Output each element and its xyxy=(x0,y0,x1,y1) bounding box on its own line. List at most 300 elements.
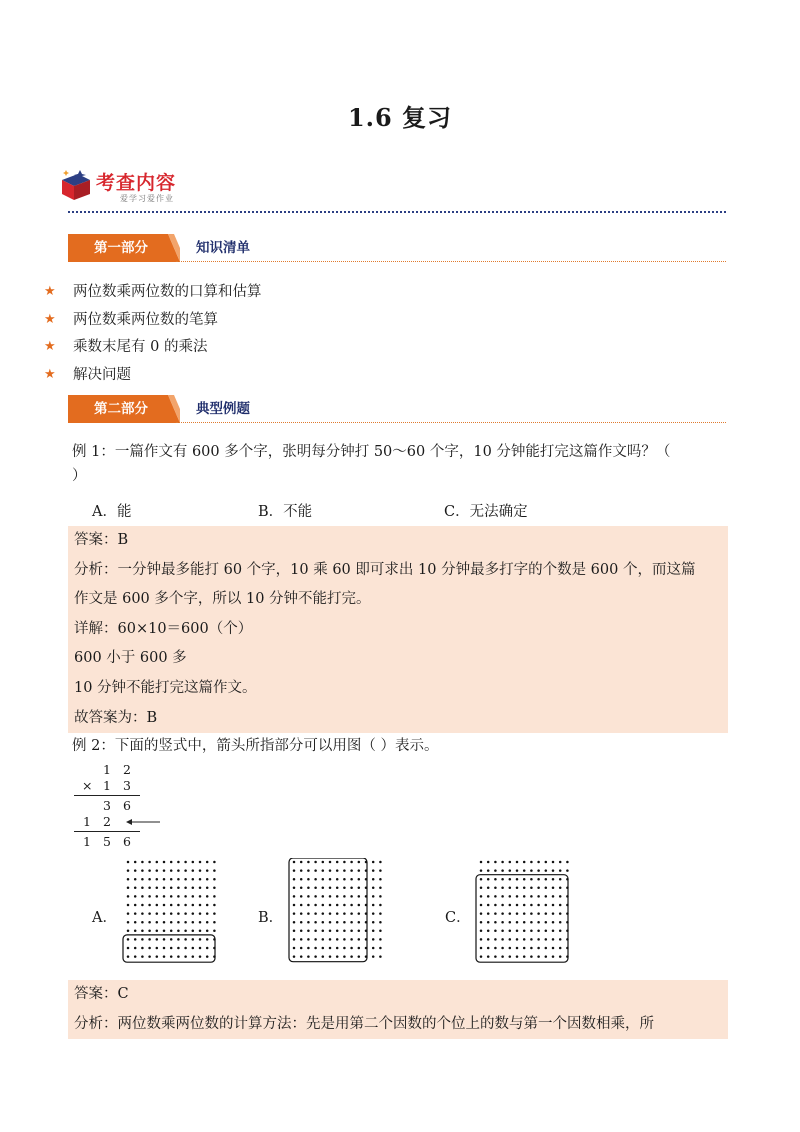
dot xyxy=(559,869,562,872)
example-1-question xyxy=(72,440,728,488)
dot xyxy=(293,904,296,907)
dot xyxy=(141,904,144,907)
dot xyxy=(487,878,490,881)
list-item xyxy=(44,365,262,393)
dot xyxy=(127,904,130,907)
dot xyxy=(537,955,540,958)
dot xyxy=(314,887,317,890)
dot xyxy=(322,947,325,950)
dot xyxy=(307,921,310,924)
dot xyxy=(372,861,375,864)
dot xyxy=(156,955,159,958)
vertical-multiplication xyxy=(74,762,164,848)
dot xyxy=(206,938,209,941)
figure-a-label: A． xyxy=(92,910,117,926)
dot xyxy=(322,938,325,941)
dot xyxy=(537,869,540,872)
dot xyxy=(516,887,519,890)
dot xyxy=(199,921,202,924)
calc-digit: 1 xyxy=(103,778,111,793)
dot xyxy=(350,912,353,915)
dot xyxy=(501,955,504,958)
dot xyxy=(552,869,555,872)
dot xyxy=(156,930,159,933)
dot xyxy=(343,869,346,872)
calc-rule xyxy=(74,831,140,832)
dot xyxy=(141,869,144,872)
section-title: 典型例题 xyxy=(196,401,250,417)
dot xyxy=(322,904,325,907)
dot xyxy=(314,878,317,881)
calc-digit: 6 xyxy=(123,798,131,813)
dot xyxy=(494,861,497,864)
star-icon: ★ xyxy=(44,366,56,382)
dot xyxy=(170,904,173,907)
dot xyxy=(487,904,490,907)
dot xyxy=(177,955,180,958)
dot xyxy=(537,878,540,881)
dot xyxy=(148,912,151,915)
dot xyxy=(184,938,187,941)
dot xyxy=(494,921,497,924)
dot xyxy=(379,947,382,950)
calc-rule xyxy=(74,795,140,796)
answer-line: 答案：B xyxy=(74,532,129,548)
calc-row xyxy=(74,834,144,848)
dot xyxy=(206,878,209,881)
dot-array-figure-b xyxy=(286,858,386,968)
section-tab-label: 第一部分 xyxy=(94,240,148,256)
calc-digit: 3 xyxy=(103,798,111,813)
dot xyxy=(516,895,519,898)
dot xyxy=(336,887,339,890)
dot xyxy=(300,912,303,915)
dot xyxy=(545,895,548,898)
dot xyxy=(530,947,533,950)
dot xyxy=(358,921,361,924)
dot xyxy=(184,955,187,958)
dot xyxy=(379,912,382,915)
dot xyxy=(192,904,195,907)
dot xyxy=(509,869,512,872)
dot xyxy=(523,904,526,907)
dot xyxy=(192,895,195,898)
dot xyxy=(358,930,361,933)
dot xyxy=(322,955,325,958)
dot xyxy=(545,878,548,881)
dot xyxy=(307,904,310,907)
dot xyxy=(307,947,310,950)
dot xyxy=(206,895,209,898)
dot xyxy=(314,912,317,915)
dot xyxy=(487,930,490,933)
dot xyxy=(494,955,497,958)
dot xyxy=(206,869,209,872)
dot xyxy=(170,912,173,915)
dot xyxy=(545,887,548,890)
dot xyxy=(350,861,353,864)
dot xyxy=(206,861,209,864)
dot xyxy=(336,869,339,872)
dot xyxy=(163,878,166,881)
dot xyxy=(537,912,540,915)
example-1-options xyxy=(92,500,712,522)
dot xyxy=(322,930,325,933)
dot xyxy=(141,921,144,924)
star-icon: ★ xyxy=(44,284,56,299)
dot xyxy=(372,938,375,941)
dot xyxy=(314,955,317,958)
dot xyxy=(537,938,540,941)
dot xyxy=(516,921,519,924)
dot xyxy=(293,912,296,915)
dot xyxy=(487,921,490,924)
dot xyxy=(379,887,382,890)
dot xyxy=(322,861,325,864)
dot xyxy=(170,887,173,890)
dot xyxy=(141,947,144,950)
calc-digit: 2 xyxy=(103,814,111,829)
dot xyxy=(300,947,303,950)
dot xyxy=(494,904,497,907)
dot xyxy=(350,955,353,958)
dot xyxy=(134,912,137,915)
dot xyxy=(523,938,526,941)
dot xyxy=(480,878,483,881)
list-item xyxy=(44,337,262,365)
dot xyxy=(566,861,569,864)
dot xyxy=(372,955,375,958)
dot xyxy=(480,947,483,950)
dot xyxy=(170,921,173,924)
dot xyxy=(372,878,375,881)
dot-array-figure-c xyxy=(473,858,573,968)
answer-line: 10 分钟不能打完这篇作文。 xyxy=(74,679,257,696)
dot xyxy=(545,861,548,864)
dot xyxy=(379,861,382,864)
calc-row xyxy=(74,778,144,792)
dot xyxy=(537,904,540,907)
dot xyxy=(350,904,353,907)
dot xyxy=(336,895,339,898)
dot xyxy=(530,904,533,907)
dot xyxy=(156,947,159,950)
dot xyxy=(336,938,339,941)
dot xyxy=(148,878,151,881)
dot xyxy=(559,887,562,890)
dot xyxy=(480,938,483,941)
dot xyxy=(177,947,180,950)
dot xyxy=(156,912,159,915)
section-header-2 xyxy=(68,395,726,425)
dot xyxy=(127,930,130,933)
dot xyxy=(199,912,202,915)
dot xyxy=(494,869,497,872)
dot xyxy=(509,947,512,950)
dot xyxy=(530,861,533,864)
dot xyxy=(336,904,339,907)
dot xyxy=(177,878,180,881)
dot xyxy=(163,955,166,958)
dot xyxy=(343,955,346,958)
dot xyxy=(307,938,310,941)
dot xyxy=(494,947,497,950)
dot xyxy=(134,921,137,924)
dot xyxy=(307,912,310,915)
calc-digit: 1 xyxy=(83,834,91,849)
dot xyxy=(300,895,303,898)
dot xyxy=(494,878,497,881)
dot xyxy=(134,904,137,907)
dot xyxy=(184,895,187,898)
calc-digit: × xyxy=(82,778,93,793)
dot xyxy=(530,895,533,898)
dot xyxy=(545,955,548,958)
dot xyxy=(358,904,361,907)
dot xyxy=(336,955,339,958)
dot xyxy=(372,904,375,907)
dot xyxy=(372,947,375,950)
dot xyxy=(156,938,159,941)
dot xyxy=(545,947,548,950)
dot xyxy=(336,912,339,915)
dot xyxy=(127,938,130,941)
section-tab xyxy=(68,234,180,262)
page-title: 1.6 复习 xyxy=(347,103,453,132)
dot xyxy=(509,887,512,890)
divider xyxy=(68,211,726,213)
dot xyxy=(163,869,166,872)
dot xyxy=(300,869,303,872)
dot xyxy=(343,912,346,915)
dot xyxy=(358,869,361,872)
dot xyxy=(300,861,303,864)
dot xyxy=(184,878,187,881)
dot xyxy=(559,895,562,898)
dot xyxy=(509,904,512,907)
dot xyxy=(293,869,296,872)
dot xyxy=(487,955,490,958)
dot xyxy=(300,887,303,890)
dot xyxy=(372,921,375,924)
dot xyxy=(322,895,325,898)
dot xyxy=(552,955,555,958)
dot xyxy=(343,938,346,941)
dot xyxy=(343,921,346,924)
dot xyxy=(293,930,296,933)
dot xyxy=(530,878,533,881)
dot xyxy=(509,921,512,924)
dot xyxy=(530,938,533,941)
dot xyxy=(163,921,166,924)
dot xyxy=(509,912,512,915)
dot xyxy=(552,921,555,924)
dot xyxy=(523,861,526,864)
dot xyxy=(184,861,187,864)
dot xyxy=(372,887,375,890)
dot xyxy=(336,921,339,924)
dot xyxy=(379,869,382,872)
dot xyxy=(134,878,137,881)
dot xyxy=(127,912,130,915)
dot xyxy=(177,938,180,941)
dot xyxy=(537,887,540,890)
logo-text: 考查内容 xyxy=(96,172,177,194)
list-item-text: 解决问题 xyxy=(73,366,131,383)
dot xyxy=(509,955,512,958)
dot xyxy=(141,887,144,890)
dot xyxy=(141,861,144,864)
dot xyxy=(523,895,526,898)
dot xyxy=(501,930,504,933)
dot xyxy=(516,947,519,950)
dot xyxy=(170,861,173,864)
dot xyxy=(163,912,166,915)
dot xyxy=(213,921,216,924)
dot xyxy=(329,955,332,958)
dot xyxy=(358,947,361,950)
dot xyxy=(523,869,526,872)
dot xyxy=(336,947,339,950)
dot xyxy=(358,912,361,915)
answer-line: 故答案为：B xyxy=(74,709,158,726)
option-a: A．能 xyxy=(92,504,132,520)
dot xyxy=(177,869,180,872)
dot xyxy=(199,869,202,872)
dot xyxy=(516,938,519,941)
dot xyxy=(177,930,180,933)
dot xyxy=(307,930,310,933)
dot xyxy=(213,904,216,907)
dot xyxy=(501,895,504,898)
highlight-frame xyxy=(123,935,215,962)
dot xyxy=(134,938,137,941)
dot xyxy=(480,921,483,924)
dot xyxy=(199,930,202,933)
dot xyxy=(199,895,202,898)
dot xyxy=(307,861,310,864)
dot xyxy=(206,921,209,924)
list-item xyxy=(44,310,262,338)
calc-digit: 2 xyxy=(123,762,131,777)
dot xyxy=(148,904,151,907)
dot xyxy=(148,895,151,898)
dot xyxy=(559,955,562,958)
dot xyxy=(192,921,195,924)
dot xyxy=(559,930,562,933)
answer-line: 作文是 600 多个字，所以 10 分钟不能打完。 xyxy=(74,591,371,608)
dot xyxy=(329,904,332,907)
dot xyxy=(516,861,519,864)
dot xyxy=(545,869,548,872)
dot xyxy=(177,887,180,890)
dot xyxy=(501,904,504,907)
dot xyxy=(184,930,187,933)
dot xyxy=(501,912,504,915)
dot xyxy=(552,930,555,933)
dot xyxy=(343,904,346,907)
dot xyxy=(494,938,497,941)
section-underline xyxy=(176,261,726,262)
dot xyxy=(501,921,504,924)
dot xyxy=(293,878,296,881)
dot xyxy=(322,887,325,890)
dot xyxy=(358,895,361,898)
dot xyxy=(358,861,361,864)
dot xyxy=(322,921,325,924)
dot xyxy=(523,887,526,890)
dot xyxy=(134,930,137,933)
dot xyxy=(480,895,483,898)
calc-row xyxy=(74,762,144,776)
dot xyxy=(206,904,209,907)
question-line: ） xyxy=(72,468,87,484)
dot xyxy=(480,930,483,933)
dot xyxy=(329,869,332,872)
dot xyxy=(523,955,526,958)
dot xyxy=(206,947,209,950)
dot xyxy=(148,887,151,890)
option-c: C．无法确定 xyxy=(444,504,528,520)
dot xyxy=(141,930,144,933)
dot xyxy=(329,861,332,864)
dot xyxy=(516,912,519,915)
dot xyxy=(300,904,303,907)
dot xyxy=(293,861,296,864)
dot xyxy=(379,955,382,958)
dot xyxy=(559,912,562,915)
dot xyxy=(530,930,533,933)
dot xyxy=(148,947,151,950)
dot xyxy=(213,878,216,881)
dot xyxy=(192,878,195,881)
section-tab xyxy=(68,395,180,423)
dot xyxy=(372,912,375,915)
dot xyxy=(480,904,483,907)
dot xyxy=(487,895,490,898)
dot xyxy=(350,930,353,933)
calc-digit: 6 xyxy=(123,834,131,849)
dot xyxy=(494,895,497,898)
dot xyxy=(127,869,130,872)
dot xyxy=(213,930,216,933)
calc-digit: 1 xyxy=(103,762,111,777)
dot xyxy=(314,904,317,907)
answer-line: 600 小于 600 多 xyxy=(74,650,187,667)
dot xyxy=(336,930,339,933)
dot xyxy=(358,887,361,890)
dot xyxy=(134,869,137,872)
figure-b-label: B． xyxy=(258,910,284,926)
dot xyxy=(559,921,562,924)
dot xyxy=(329,887,332,890)
dot xyxy=(170,955,173,958)
dot xyxy=(336,878,339,881)
dot xyxy=(170,895,173,898)
dot xyxy=(156,904,159,907)
dot xyxy=(537,947,540,950)
dot xyxy=(141,938,144,941)
dot xyxy=(523,878,526,881)
dot xyxy=(199,904,202,907)
example-1-answer xyxy=(68,526,728,733)
logo-subtitle: 爱学习爱作业 xyxy=(120,194,174,203)
dot xyxy=(509,895,512,898)
dot xyxy=(494,887,497,890)
dot xyxy=(170,938,173,941)
dot xyxy=(350,895,353,898)
dot xyxy=(134,887,137,890)
